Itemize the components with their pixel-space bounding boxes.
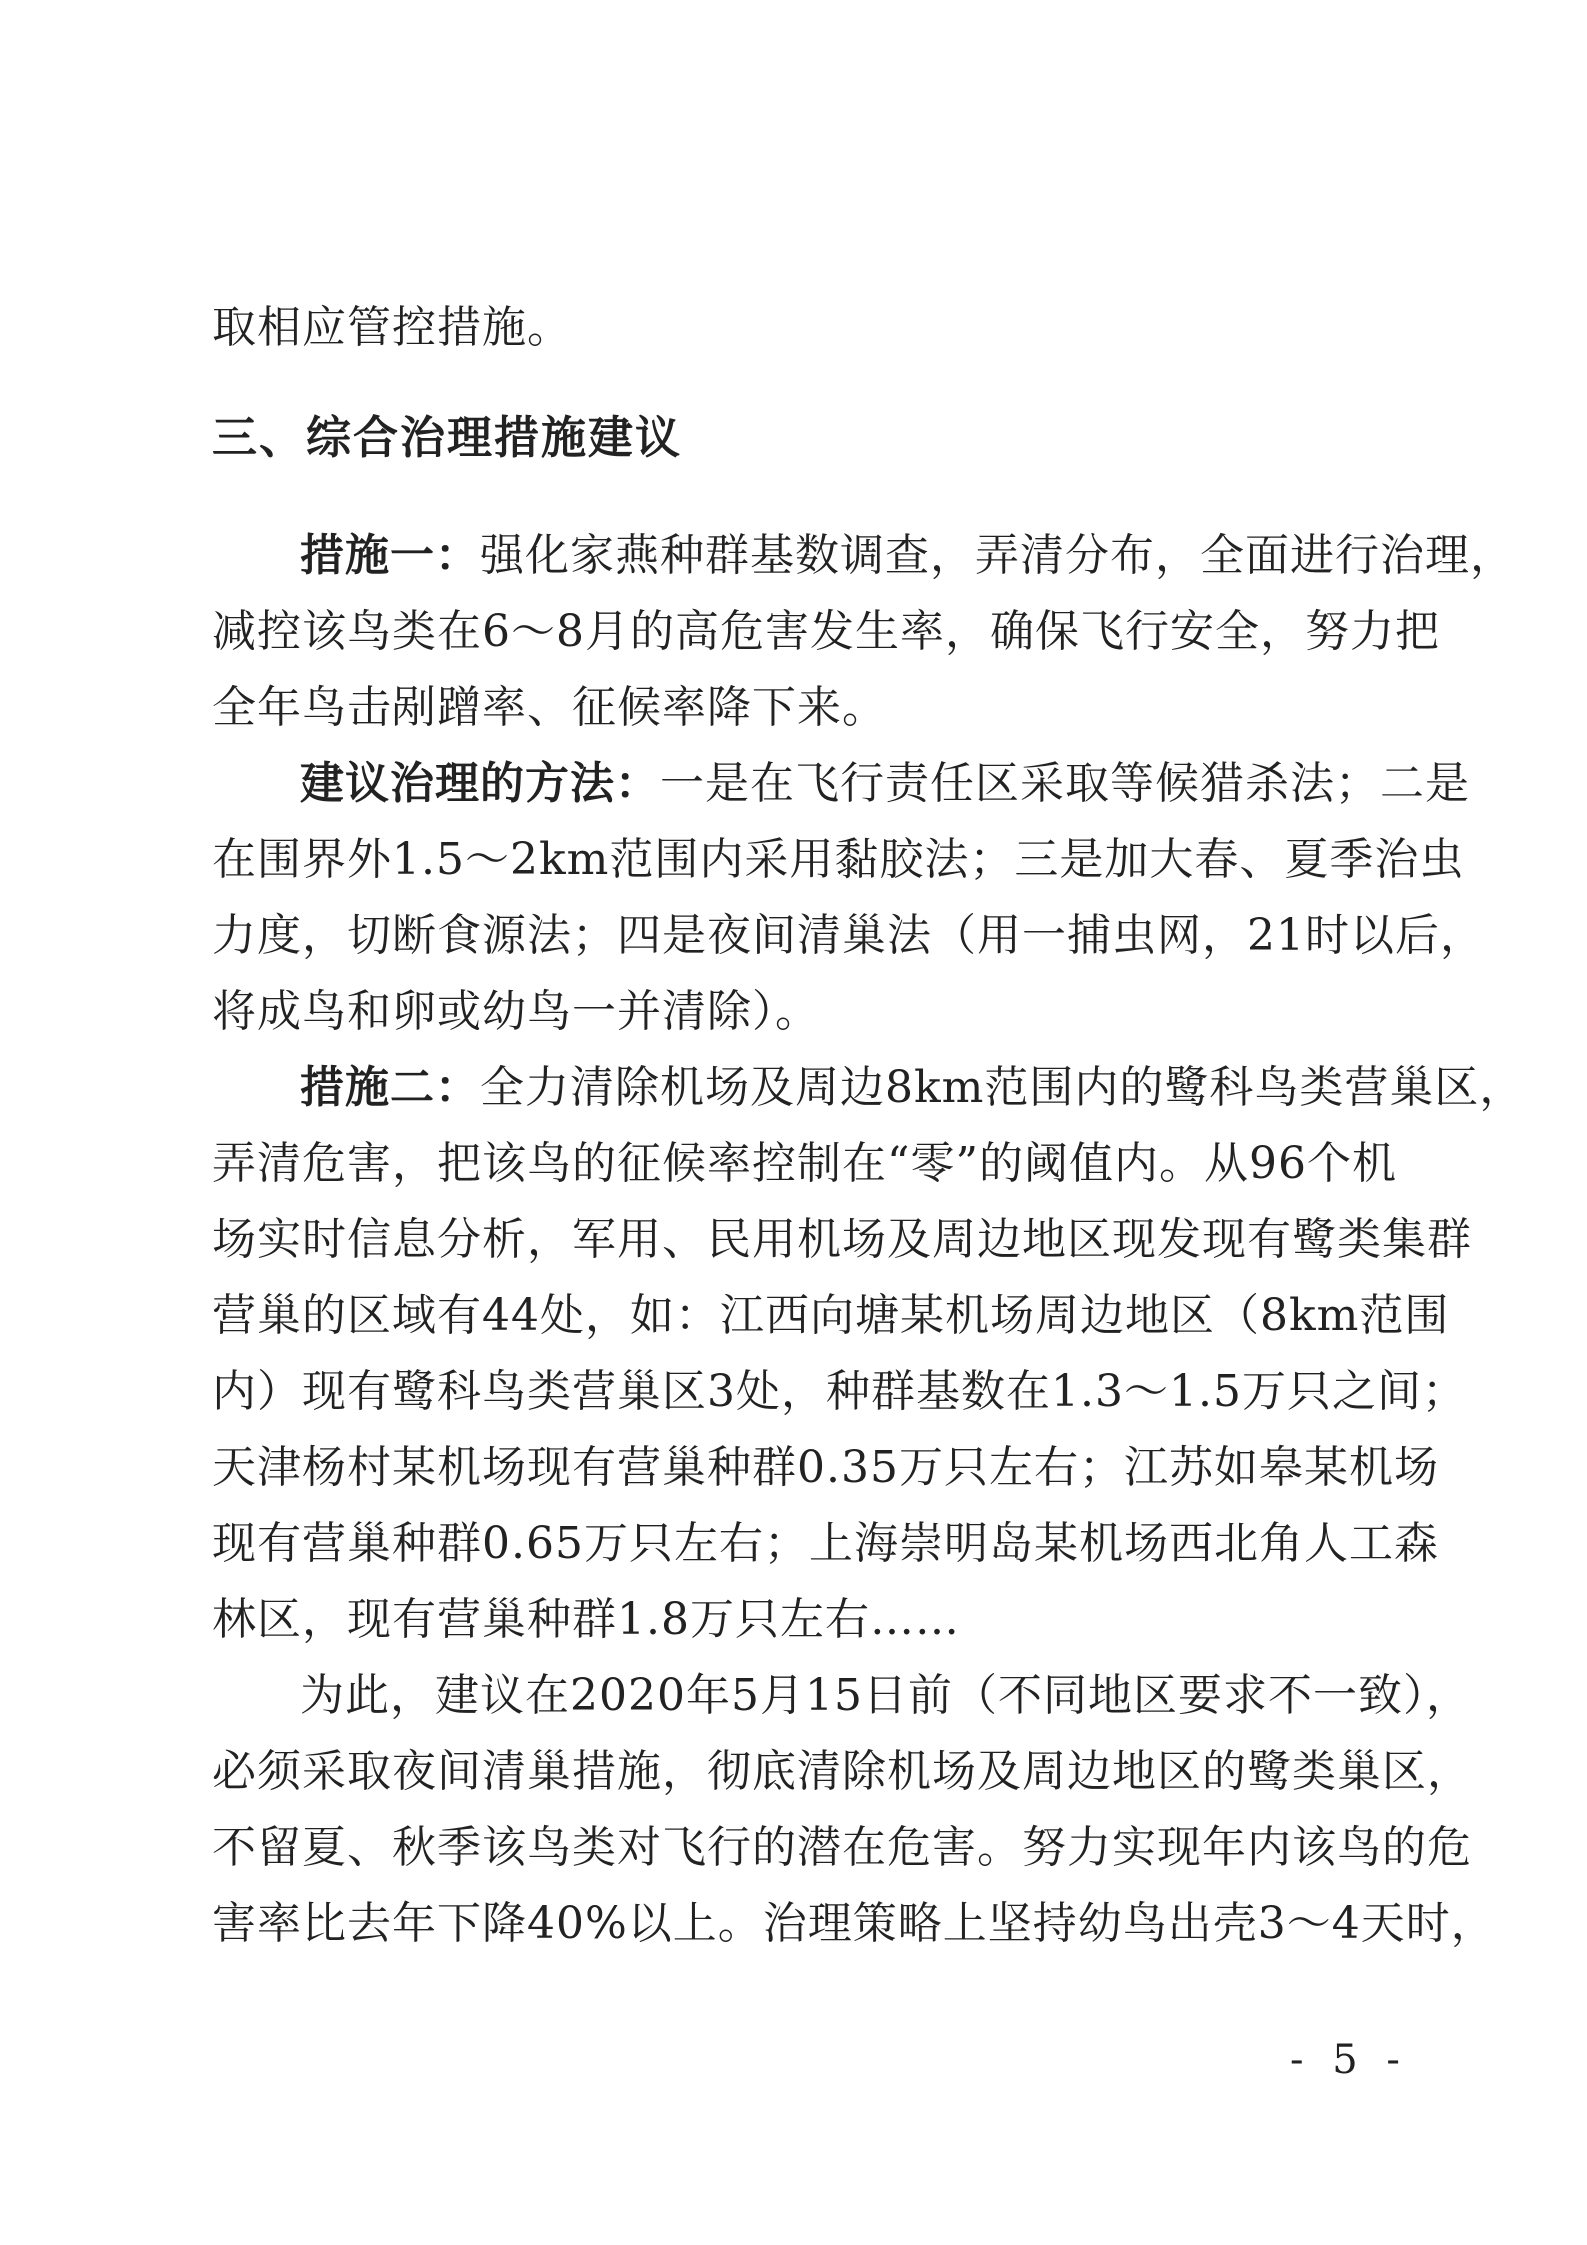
section-heading: 三、综合治理措施建议 [212,411,683,464]
measure-one-text: 强化家燕种群基数调查，弄清分布，全面进行治理， [480,530,1515,581]
measure-one-lead: 措施一： [300,530,480,581]
measure-two-line-6: 天津杨村某机场现有营巢种群0.35万只左右；江苏如皋某机场 [212,1442,1439,1493]
measure-two-line-4: 营巢的区域有44处，如：江西向塘某机场周边地区（8km范围 [212,1290,1450,1341]
measure-two-line-8: 林区，现有营巢种群1.8万只左右…… [212,1594,960,1645]
method-text: 一是在飞行责任区采取等候猎杀法；二是 [660,758,1470,809]
measure-two-line-7: 现有营巢种群0.65万只左右；上海崇明岛某机场西北角人工森 [212,1518,1439,1569]
text-line-continuation: 取相应管控措施。 [212,302,572,353]
measure-one-line-2: 减控该鸟类在6～8月的高危害发生率，确保飞行安全，努力把 [212,606,1440,657]
measure-two-line-3: 场实时信息分析，军用、民用机场及周边地区现发现有鹭类集群 [212,1214,1472,1265]
paragraph-three-line-4: 害率比去年下降40%以上。治理策略上坚持幼鸟出壳3～4天时， [212,1898,1496,1949]
paragraph-three-line-3: 不留夏、秋季该鸟类对飞行的潜在危害。努力实现年内该鸟的危 [212,1822,1472,1873]
method-line-4: 将成鸟和卵或幼鸟一并清除）。 [212,986,820,1037]
measure-two-line-2: 弄清危害，把该鸟的征候率控制在“零”的阈值内。从96个机 [212,1138,1397,1189]
page-number: - 5 - [1290,2037,1408,2083]
measure-two-line-5: 内）现有鹭科鸟类营巢区3处，种群基数在1.3～1.5万只之间； [212,1366,1467,1417]
measure-one-line-3: 全年鸟击剐蹭率、征候率降下来。 [212,682,887,733]
paragraph-three-line-1: 为此，建议在2020年5月15日前（不同地区要求不一致）， [300,1670,1471,1721]
measure-two-line-1 [300,1060,1525,1116]
method-line-3: 力度，切断食源法；四是夜间清巢法（用一捕虫网，21时以后， [212,910,1485,961]
method-line-1 [300,756,1470,812]
measure-two-text: 全力清除机场及周边8km范围内的鹭科鸟类营巢区， [480,1062,1525,1113]
measure-one-line-1 [300,528,1515,584]
method-lead: 建议治理的方法： [300,758,660,809]
paragraph-three-line-2: 必须采取夜间清巢措施，彻底清除机场及周边地区的鹭类巢区， [212,1746,1472,1797]
method-line-2: 在围界外1.5～2km范围内采用黏胶法；三是加大春、夏季治虫 [212,834,1465,885]
measure-two-lead: 措施二： [300,1062,480,1113]
